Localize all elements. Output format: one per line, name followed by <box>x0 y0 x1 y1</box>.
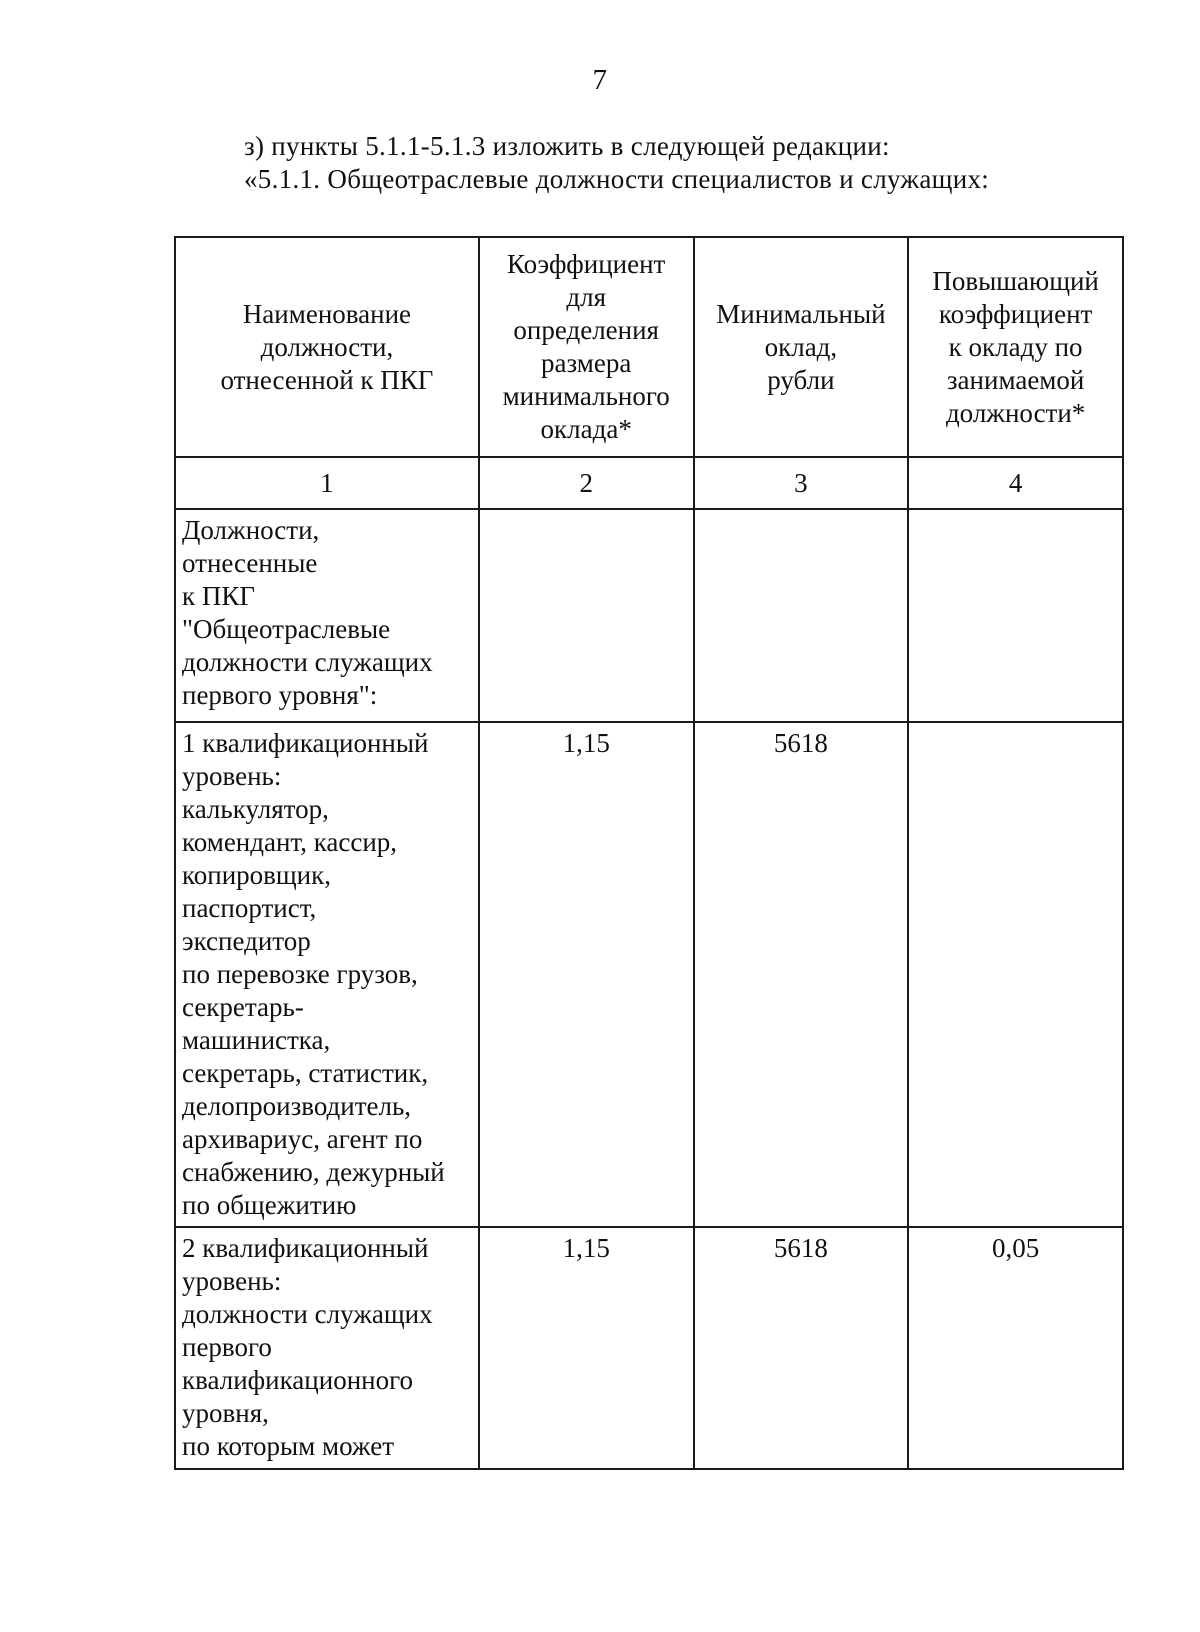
coefficient-cell: 1,15 <box>479 1227 694 1469</box>
salary-table <box>174 236 1124 1470</box>
table-row <box>175 1227 1123 1469</box>
intro-line-amendment: з) пункты 5.1.1-5.1.3 изложить в следующей редакции: <box>244 131 890 161</box>
header-coefficient: Коэффициент для определения размера минимального оклада* <box>479 237 694 457</box>
position-name-cell: 2 квалификационный уровень: должности служащих первого квалификационного уровня, по которым может <box>175 1227 479 1469</box>
table-row <box>175 722 1123 1227</box>
column-number: 2 <box>479 457 694 509</box>
raising-coefficient-cell <box>908 722 1123 1227</box>
table-header-row <box>175 237 1123 457</box>
raising-coefficient-cell <box>908 509 1123 722</box>
position-name-cell: 1 квалификационный уровень: калькулятор, комендант, кассир, копировщик, паспортист, экспедитор по перевозке грузов, секретарь- машинистка, секретарь, статистик, делопроизводитель, архивариус, агент по снабжению, дежурный по общежитию <box>175 722 479 1227</box>
column-number-row <box>175 457 1123 509</box>
column-number: 4 <box>908 457 1123 509</box>
header-raising-coefficient: Повышающий коэффициент к окладу по занимаемой должности* <box>908 237 1123 457</box>
column-number: 3 <box>694 457 909 509</box>
min-salary-cell: 5618 <box>694 1227 909 1469</box>
min-salary-cell <box>694 509 909 722</box>
coefficient-cell <box>479 509 694 722</box>
min-salary-cell: 5618 <box>694 722 909 1227</box>
intro-text <box>244 130 989 196</box>
table-row <box>175 509 1123 722</box>
position-name-cell: Должности, отнесенные к ПКГ "Общеотраслевые должности служащих первого уровня": <box>175 509 479 722</box>
header-min-salary: Минимальный оклад, рубли <box>694 237 909 457</box>
column-number: 1 <box>175 457 479 509</box>
intro-line-section-title: «5.1.1. Общеотраслевые должности специалистов и служащих: <box>244 164 990 194</box>
coefficient-cell: 1,15 <box>479 722 694 1227</box>
page-number: 7 <box>592 64 608 96</box>
raising-coefficient-cell: 0,05 <box>908 1227 1123 1469</box>
header-position-name: Наименование должности, отнесенной к ПКГ <box>175 237 479 457</box>
